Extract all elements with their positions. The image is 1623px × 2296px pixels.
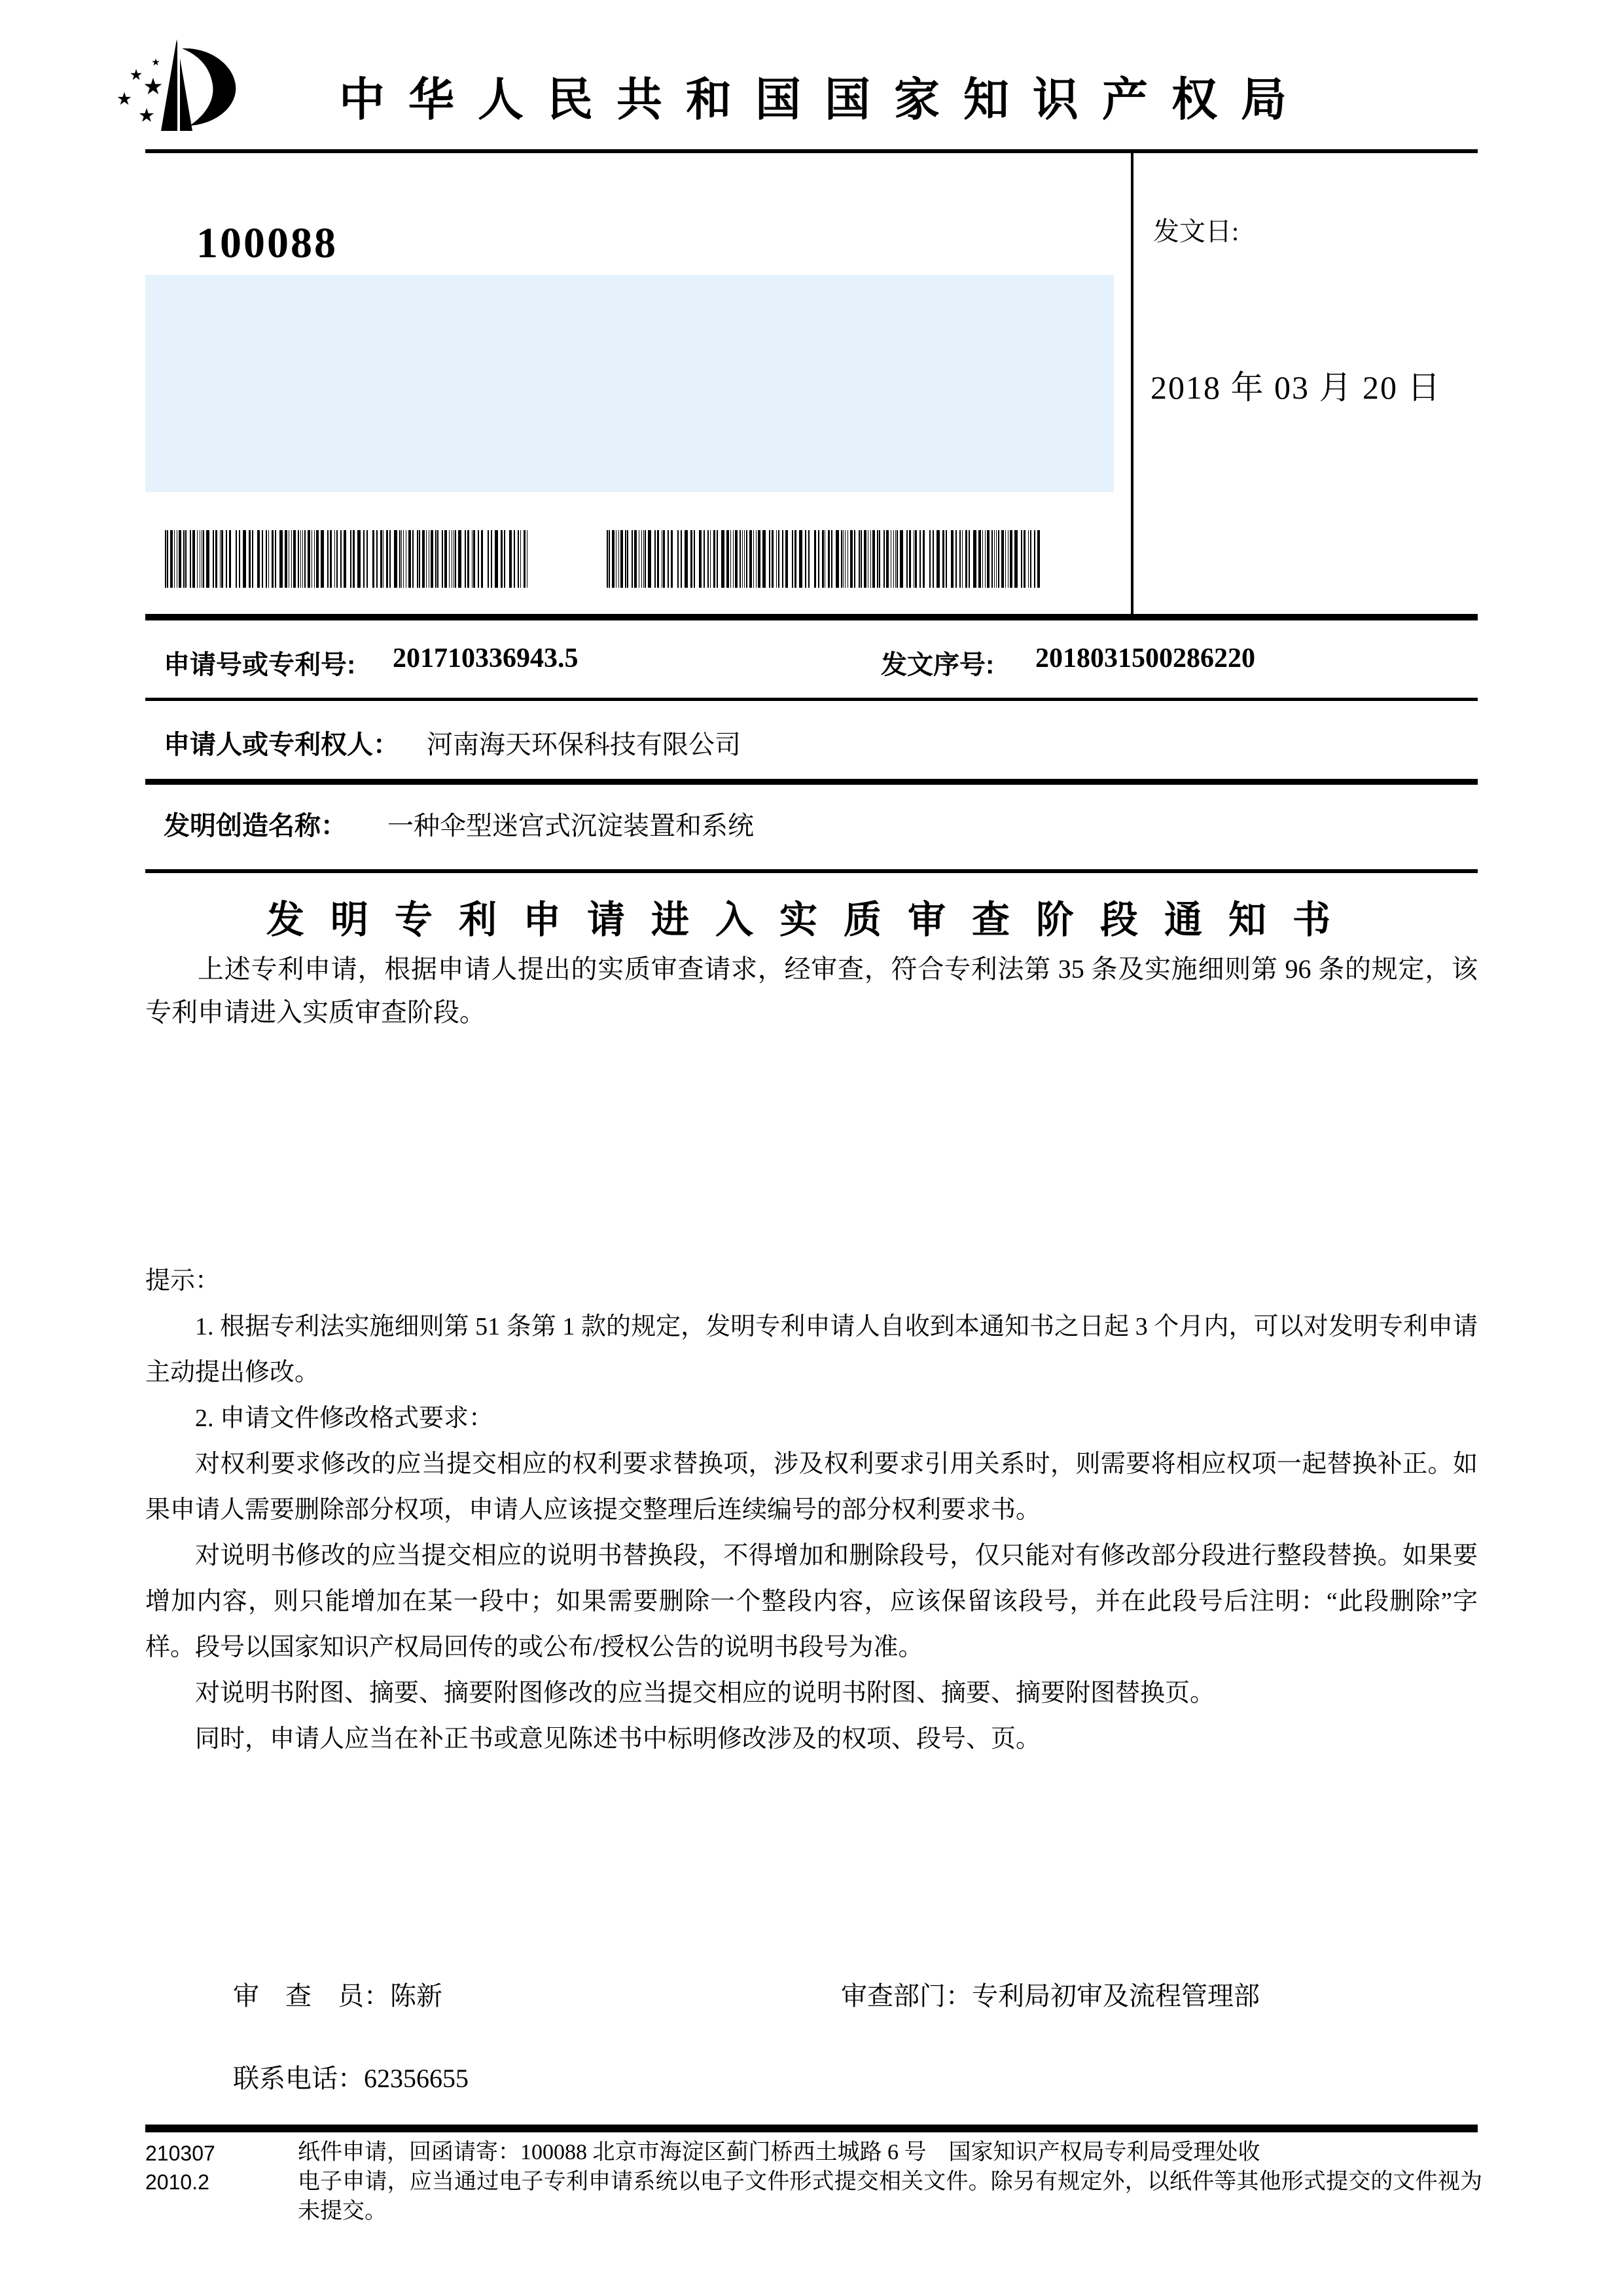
invention-title-label: 发明创造名称： (164, 812, 347, 840)
footer-electronic-line: 电子申请，应当通过电子专利申请系统以电子文件形式提交相关文件。除另有规定外，以纸件等其他形式提交的文件视为未提交。 (298, 2170, 1482, 2223)
cnipa-logo (110, 34, 241, 139)
section-rule-2 (145, 698, 1478, 701)
office-name: 中华人民共和国国家知识产权局 (339, 74, 1310, 125)
tip-item: 对权利要求修改的应当提交相应的权利要求替换项，涉及权利要求引用关系时，则需要将相应权项一起替换补正。如果申请人需要删除部分权项，申请人应该提交整理后连续编号的部分权利要求书。 (145, 1450, 1478, 1524)
notice-title: 发明专利申请进入实质审查阶段通知书 (266, 899, 1357, 941)
barcode-left (164, 530, 527, 588)
tip-item: 对说明书修改的应当提交相应的说明书替换段，不得增加和删除段号，仅只能对有修改部分段进行整段替换。如果要增加内容，则只能增加在某一段中；如果需要删除一个整段内容，应该保留该段号，并在此段号后注明：“此段删除”字样。段号以国家知识产权局回传的或公布/授权公告的说明书段号为准。 (145, 1542, 1478, 1661)
date-column-divider (1131, 149, 1133, 618)
logo-star-icon: ★ (143, 74, 164, 100)
serial-no-value: 2018031500286220 (1035, 643, 1255, 673)
tip-item: 对说明书附图、摘要、摘要附图修改的应当提交相应的说明书附图、摘要、摘要附图替换页。 (195, 1679, 1215, 1707)
issue-date-label: 发文日: (1153, 217, 1240, 246)
postal-code: 100088 (196, 219, 338, 267)
section-rule-4 (145, 869, 1478, 873)
invention-title-value: 一种伞型迷宫式沉淀装置和系统 (387, 811, 754, 840)
footer-rule (145, 2125, 1478, 2132)
serial-no-label: 发文序号: (881, 651, 995, 679)
logo-star-icon: ★ (129, 67, 143, 84)
applicant-value: 河南海天环保科技有限公司 (427, 730, 741, 759)
tip-item: 2. 申请文件修改格式要求： (195, 1405, 494, 1432)
tip-item: 同时，申请人应当在补正书或意见陈述书中标明修改涉及的权项、段号、页。 (195, 1725, 1041, 1753)
header-rule (145, 149, 1478, 153)
logo-star-icon: ★ (138, 104, 155, 126)
examiner-row (233, 1975, 442, 2013)
notice-body: 上述专利申请，根据申请人提出的实质审查请求，经审查，符合专利法第 35 条及实施细则第 96 条的规定，该专利申请进入实质审查阶段。 (145, 954, 1478, 1027)
logo-crescent-shape (182, 48, 236, 126)
examiner-name: 陈新 (390, 1981, 442, 2011)
tips-section (145, 1258, 1478, 1762)
logo-star-icon: ★ (151, 56, 160, 68)
phone-number: 62356655 (364, 2064, 469, 2093)
application-no-value: 201710336943.5 (393, 643, 579, 673)
examiner-label: 审 查 员： (233, 1981, 390, 2011)
application-no-label: 申请号或专利号: (164, 651, 356, 679)
department-label: 审查部门： (841, 1981, 972, 2011)
department-name: 专利局初审及流程管理部 (972, 1981, 1260, 2011)
phone-row (233, 2058, 469, 2095)
tips-heading: 提示： (145, 1267, 221, 1295)
department-row (841, 1975, 1260, 2013)
barcode-right (605, 530, 1041, 588)
applicant-label: 申请人或专利权人： (164, 730, 399, 759)
address-highlight-box (145, 275, 1114, 492)
tip-item: 1. 根据专利法实施细则第 51 条第 1 款的规定，发明专利申请人自收到本通知书之日起 3 个月内，可以对发明专利申请主动提出修改。 (145, 1313, 1478, 1386)
form-code: 210307 (145, 2142, 215, 2165)
footer-instructions (298, 2138, 1482, 2226)
logo-star-icon: ★ (116, 89, 133, 109)
section-rule-3 (145, 779, 1478, 785)
footer-paper-line: 纸件申请，回函请寄：100088 北京市海淀区蓟门桥西土城路 6 号 国家知识产权局专利局受理处收 (298, 2140, 1260, 2164)
form-version: 2010.2 (145, 2170, 209, 2194)
phone-label: 联系电话： (233, 2064, 364, 2093)
logo-spire-shape (161, 39, 192, 131)
section-rule-1 (145, 614, 1478, 620)
issue-date-value: 2018 年 03 月 20 日 (1150, 369, 1442, 406)
